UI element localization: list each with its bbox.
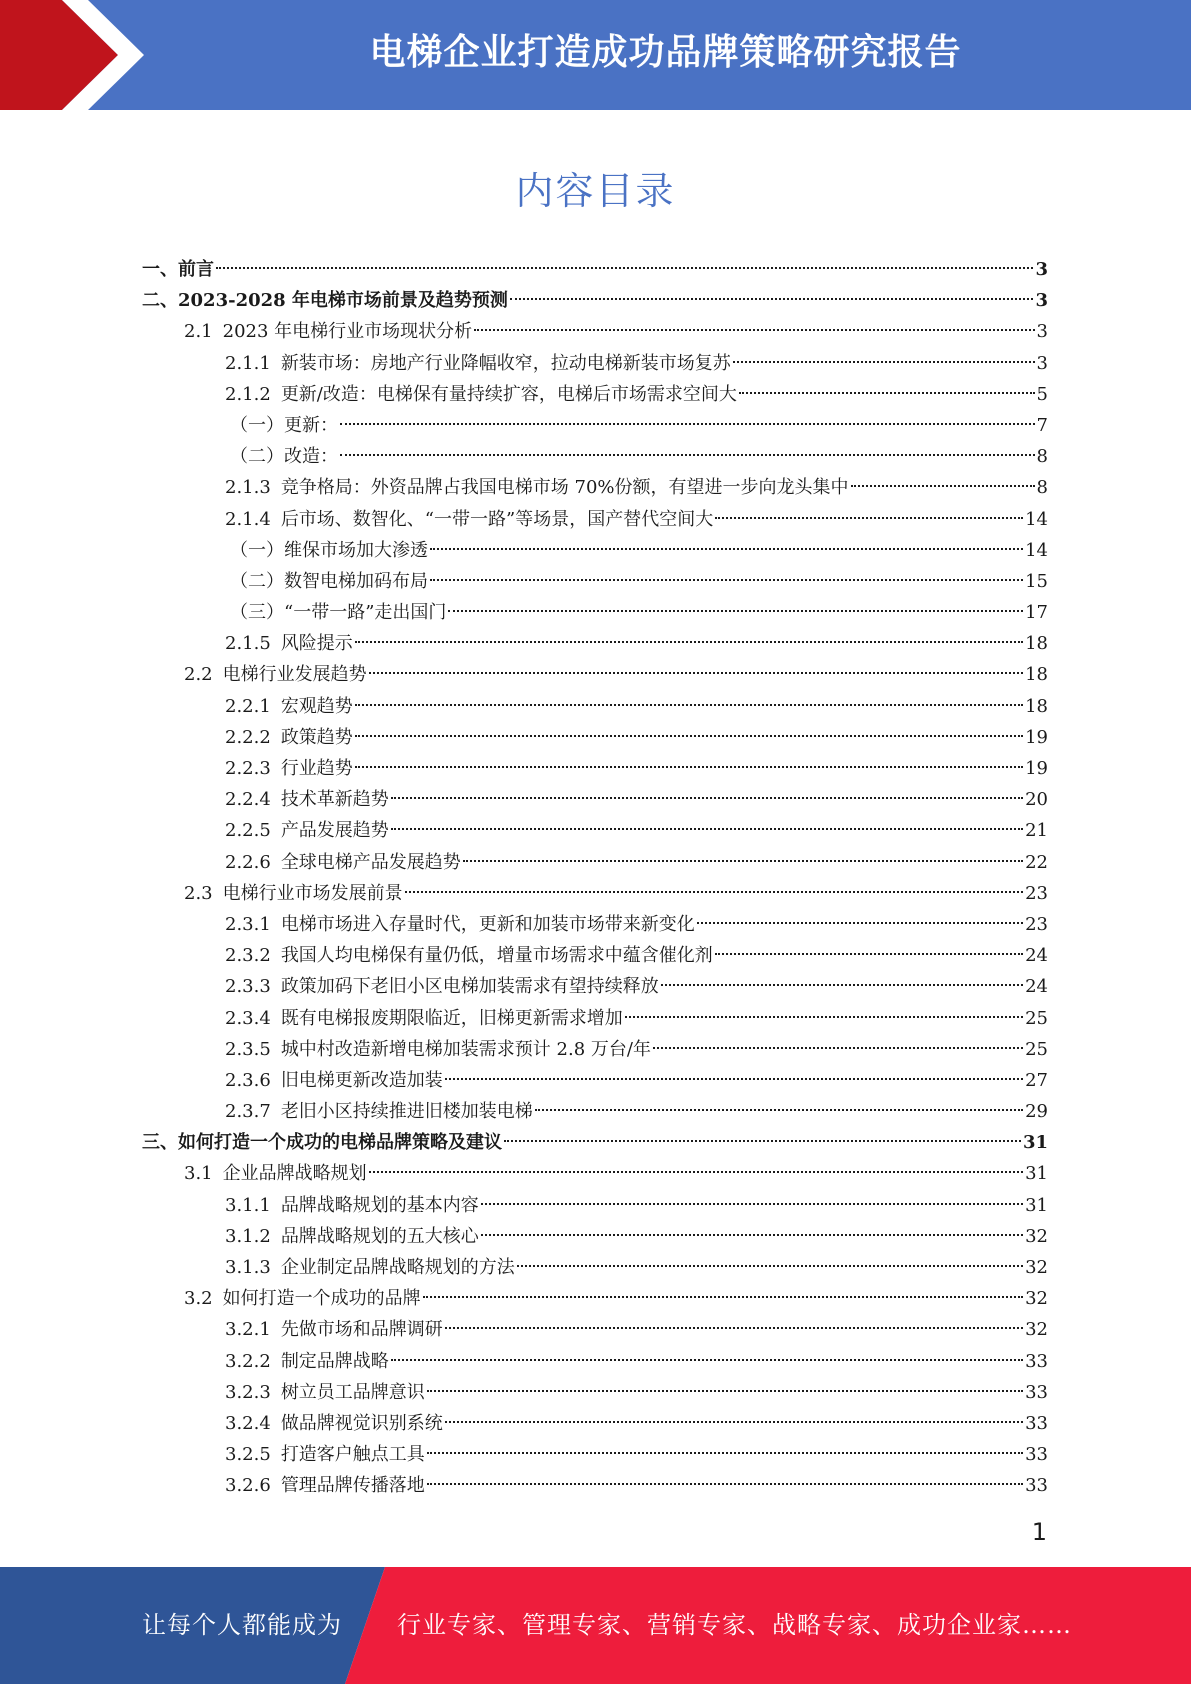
toc-entry-title [225, 1034, 651, 1065]
toc-dot-leader [653, 1047, 1023, 1049]
toc-entry-page: 19 [1025, 726, 1048, 748]
toc-entry-label: 制定品牌战略 [280, 1350, 389, 1372]
toc-entry-number: （三） [230, 602, 284, 624]
toc-entry-page: 33 [1025, 1381, 1048, 1403]
toc-entry-title [225, 1408, 443, 1439]
toc-entry-number: （一） [230, 539, 284, 561]
toc-entry-label: 后市场、数智化、“一带一路”等场景，国产替代空间大 [280, 508, 714, 530]
toc-entry-title [225, 691, 353, 722]
toc-entry-title [230, 441, 338, 472]
toc-entry-number: 3.1.3 [225, 1257, 271, 1278]
toc-entry[interactable] [142, 348, 1048, 379]
toc-entry-label: 全球电梯产品发展趋势 [280, 851, 461, 873]
page-number: 1 [1031, 1518, 1047, 1546]
toc-entry-label: “一带一路”走出国门 [284, 602, 447, 624]
toc-entry[interactable] [142, 691, 1048, 722]
toc-entry-page: 25 [1025, 1038, 1048, 1060]
toc-dot-leader [369, 1171, 1023, 1173]
toc-entry-title [225, 1439, 425, 1470]
toc-entry-title [225, 628, 353, 659]
header-banner [0, 0, 1191, 110]
toc-dot-leader [535, 1109, 1023, 1111]
toc-entry-page: 32 [1025, 1288, 1048, 1310]
toc-entry-label: 前言 [178, 259, 214, 280]
toc-entry-title [225, 1096, 533, 1127]
toc-entry-title [225, 348, 731, 379]
toc-entry-title [184, 878, 403, 909]
toc-entry[interactable] [142, 659, 1048, 690]
toc-entry-label: 树立员工品牌意识 [280, 1381, 425, 1403]
toc-entry-label: 品牌战略规划的五大核心 [280, 1225, 479, 1247]
toc-entry-number: 2.2 [184, 664, 213, 686]
toc-entry[interactable] [142, 597, 1048, 628]
toc-entry-title [225, 1190, 479, 1221]
toc-entry-number: 2.2.6 [225, 851, 271, 873]
toc-entry-page: 5 [1036, 383, 1048, 405]
toc-entry[interactable] [142, 285, 1048, 316]
toc-dot-leader [661, 984, 1023, 986]
toc-entry-page: 21 [1025, 820, 1048, 842]
toc-entry-title [184, 316, 472, 347]
toc-entry-page: 14 [1025, 508, 1048, 530]
toc-entry-title [184, 1283, 421, 1314]
toc-entry-number: 2.3.2 [225, 945, 271, 967]
toc-entry-label: 2023-2028 年电梯市场前景及趋势预测 [178, 290, 508, 312]
toc-entry-title [225, 472, 849, 503]
toc-entry-number: 3.2.3 [225, 1381, 271, 1403]
toc-entry-page: 18 [1025, 695, 1048, 717]
toc-dot-leader [510, 298, 1034, 300]
toc-entry-title [225, 784, 389, 815]
toc-entry-page: 33 [1025, 1350, 1048, 1372]
toc-entry-label: 如何打造一个成功的品牌 [222, 1288, 421, 1310]
toc-entry-page: 8 [1036, 446, 1048, 468]
footer-slogan-left: 让每个人都能成为 [142, 1611, 342, 1639]
toc-entry-page: 20 [1025, 789, 1048, 811]
toc-entry-title [225, 815, 389, 846]
toc-entry-page: 24 [1025, 976, 1048, 998]
toc-entry-title [225, 1221, 479, 1252]
toc-dot-leader [463, 860, 1023, 862]
toc-entry-page: 31 [1025, 1194, 1048, 1216]
toc-entry-number: 3.2.4 [225, 1412, 271, 1434]
toc-entry-title [225, 504, 713, 535]
toc-entry[interactable] [142, 535, 1048, 566]
table-of-contents [142, 254, 1048, 1502]
toc-entry-number: （二） [230, 446, 284, 468]
toc-entry[interactable] [142, 971, 1048, 1002]
toc-entry-title [225, 847, 461, 878]
toc-entry[interactable] [142, 410, 1048, 441]
toc-entry[interactable] [142, 815, 1048, 846]
toc-entry-title [142, 254, 214, 285]
toc-dot-leader [517, 1265, 1023, 1267]
toc-dot-leader [697, 922, 1023, 924]
toc-entry-title [225, 1314, 443, 1345]
toc-entry-number: 2.3.7 [225, 1101, 271, 1123]
toc-dot-leader [405, 891, 1023, 893]
toc-entry-label: 风险提示 [280, 633, 353, 655]
toc-dot-leader [739, 392, 1035, 394]
toc-entry-label: 我国人均电梯保有量仍低，增量市场需求中蕴含催化剂 [280, 945, 713, 967]
toc-dot-leader [340, 423, 1035, 425]
toc-entry-page: 3 [1035, 290, 1048, 312]
toc-entry-page: 19 [1025, 758, 1048, 779]
toc-entry-label: 如何打造一个成功的电梯品牌策略及建议 [178, 1132, 502, 1154]
toc-entry[interactable] [142, 1003, 1048, 1034]
toc-entry-label: 宏观趋势 [280, 695, 353, 717]
toc-entry[interactable] [142, 940, 1048, 971]
toc-entry-page: 3 [1036, 352, 1048, 374]
toc-entry[interactable] [142, 1252, 1048, 1283]
toc-entry-page: 33 [1025, 1412, 1048, 1434]
toc-entry-label: 更新/改造：电梯保有量持续扩容，电梯后市场需求空间大 [280, 383, 737, 405]
toc-entry[interactable] [142, 628, 1048, 659]
toc-entry-label: 旧电梯更新改造加装 [280, 1069, 443, 1091]
toc-entry[interactable] [142, 1096, 1048, 1127]
document-title: 电梯企业打造成功品牌策略研究报告 [369, 32, 962, 73]
toc-entry-page: 31 [1022, 1132, 1048, 1154]
toc-entry-label: 政策加码下老旧小区电梯加装需求有望持续释放 [280, 976, 659, 998]
toc-entry-page: 3 [1036, 321, 1048, 343]
toc-entry-number: 3.1.2 [225, 1225, 271, 1247]
toc-dot-leader [733, 361, 1035, 363]
toc-entry-page: 23 [1025, 882, 1048, 904]
toc-entry-title [225, 753, 353, 784]
toc-entry[interactable] [142, 441, 1048, 472]
toc-entry-number: 2.2.1 [225, 695, 271, 717]
toc-entry-title [225, 940, 713, 971]
toc-dot-leader [355, 735, 1023, 737]
toc-entry-number: 2.1.3 [225, 477, 271, 499]
toc-entry[interactable] [142, 1439, 1048, 1470]
toc-dot-leader [430, 548, 1023, 550]
toc-entry-number: 3.1 [184, 1163, 213, 1185]
toc-entry-number: （一） [230, 414, 284, 436]
toc-entry-page: 3 [1035, 259, 1048, 280]
toc-dot-leader [445, 1421, 1023, 1423]
toc-entry-number: 2.2.2 [225, 726, 271, 748]
toc-entry[interactable] [142, 753, 1048, 784]
toc-entry-number: 2.2.5 [225, 820, 271, 842]
toc-entry-number: 二、 [142, 290, 178, 312]
toc-entry-number: 三、 [142, 1132, 178, 1154]
toc-dot-leader [427, 1452, 1023, 1454]
toc-entry-label: 打造客户触点工具 [280, 1444, 425, 1466]
toc-dot-leader [430, 579, 1023, 581]
toc-entry[interactable] [142, 1190, 1048, 1221]
toc-dot-leader [625, 1016, 1023, 1018]
toc-dot-leader [216, 267, 1033, 269]
toc-entry-title [225, 1065, 443, 1096]
toc-dot-leader [427, 1390, 1023, 1392]
toc-entry-page: 18 [1025, 633, 1048, 655]
toc-entry-number: 2.1.4 [225, 508, 271, 530]
toc-entry[interactable] [142, 1314, 1048, 1345]
toc-dot-leader [481, 1234, 1023, 1236]
toc-entry[interactable] [142, 472, 1048, 503]
toc-dot-leader [355, 641, 1023, 643]
toc-entry-number: 2.1.2 [225, 383, 271, 405]
toc-dot-leader [851, 485, 1035, 487]
toc-entry-label: 更新： [284, 414, 338, 436]
toc-entry-number: 2.1 [184, 321, 213, 343]
toc-dot-leader [340, 454, 1035, 456]
toc-entry-title [230, 597, 446, 628]
toc-entry-number: 2.2.3 [225, 758, 271, 779]
toc-entry-number: 3.2.5 [225, 1444, 271, 1466]
toc-entry[interactable] [142, 1283, 1048, 1314]
toc-entry-page: 32 [1025, 1257, 1048, 1278]
toc-entry-number: 3.2 [184, 1288, 213, 1310]
toc-entry[interactable] [142, 566, 1048, 597]
toc-dot-leader [391, 797, 1023, 799]
toc-entry-number: 2.3.6 [225, 1069, 271, 1091]
toc-entry-title [225, 1377, 425, 1408]
toc-entry-title [225, 1346, 389, 1377]
toc-entry-page: 27 [1025, 1069, 1048, 1091]
toc-heading: 内容目录 [515, 169, 676, 213]
toc-entry-title [142, 1127, 502, 1158]
toc-entry-number: 3.2.2 [225, 1350, 271, 1372]
toc-entry-page: 18 [1025, 664, 1048, 686]
toc-entry[interactable] [142, 504, 1048, 535]
toc-entry-number: 一、 [142, 259, 178, 280]
toc-entry-page: 32 [1025, 1225, 1048, 1247]
toc-entry-title [225, 909, 695, 940]
toc-dot-leader [355, 766, 1023, 768]
toc-entry-title [225, 971, 659, 1002]
toc-entry[interactable] [142, 1127, 1048, 1158]
toc-entry[interactable] [142, 1158, 1048, 1189]
footer-slogan-right: 行业专家、管理专家、营销专家、战略专家、成功企业家…… [397, 1611, 1072, 1639]
toc-entry-number: 2.3.1 [225, 913, 271, 935]
toc-dot-leader [481, 1203, 1023, 1205]
toc-entry-title [225, 722, 353, 753]
toc-entry-page: 7 [1036, 414, 1048, 436]
toc-entry-label: 数智电梯加码布局 [284, 570, 428, 592]
toc-entry-label: 电梯行业发展趋势 [222, 664, 367, 686]
toc-entry-label: 改造： [284, 446, 338, 468]
toc-entry-page: 23 [1025, 913, 1048, 935]
header-arrow-decoration [0, 0, 160, 110]
toc-entry-title [142, 285, 508, 316]
toc-entry-number: 2.3.5 [225, 1038, 271, 1060]
toc-entry[interactable] [142, 1221, 1048, 1252]
footer-banner [0, 1567, 1191, 1684]
toc-entry-label: 企业制定品牌战略规划的方法 [280, 1257, 515, 1278]
toc-entry-number: 2.3 [184, 882, 213, 904]
toc-entry[interactable] [142, 878, 1048, 909]
toc-entry[interactable] [142, 847, 1048, 878]
toc-dot-leader [445, 1078, 1023, 1080]
toc-dot-leader [715, 953, 1023, 955]
toc-entry-page: 22 [1025, 851, 1048, 873]
toc-entry-label: 电梯市场进入存量时代，更新和加装市场带来新变化 [280, 913, 695, 935]
toc-entry-label: 品牌战略规划的基本内容 [280, 1194, 479, 1216]
toc-entry-number: 2.3.4 [225, 1007, 271, 1029]
toc-entry[interactable] [142, 784, 1048, 815]
toc-entry[interactable] [142, 1377, 1048, 1408]
toc-entry-label: 老旧小区持续推进旧楼加装电梯 [280, 1101, 533, 1123]
toc-entry-page: 32 [1025, 1319, 1048, 1341]
toc-entry-number: 2.1.1 [225, 352, 271, 374]
toc-entry-label: 2023 年电梯行业市场现状分析 [222, 321, 473, 343]
toc-entry-page: 25 [1025, 1007, 1048, 1029]
toc-entry-page: 24 [1025, 945, 1048, 967]
toc-dot-leader [355, 704, 1023, 706]
toc-entry-title [184, 659, 367, 690]
toc-entry-title [225, 1252, 515, 1283]
toc-entry-title [225, 1470, 425, 1501]
toc-entry-number: 2.3.3 [225, 976, 271, 998]
toc-dot-leader [369, 672, 1023, 674]
toc-entry[interactable] [142, 254, 1048, 285]
toc-entry-title [230, 566, 428, 597]
toc-dot-leader [448, 610, 1023, 612]
toc-entry-number: 2.1.5 [225, 633, 271, 655]
toc-entry[interactable] [142, 316, 1048, 347]
toc-entry-number: 2.2.4 [225, 789, 271, 811]
toc-entry-page: 31 [1025, 1163, 1048, 1185]
toc-entry-label: 城中村改造新增电梯加装需求预计 2.8 万台/年 [280, 1038, 651, 1060]
toc-entry-label: 先做市场和品牌调研 [280, 1319, 443, 1341]
toc-entry[interactable] [142, 1470, 1048, 1501]
toc-entry-label: 企业品牌战略规划 [222, 1163, 367, 1185]
toc-entry-number: 3.2.6 [225, 1475, 271, 1497]
toc-dot-leader [504, 1140, 1021, 1142]
toc-entry-label: 维保市场加大渗透 [284, 539, 428, 561]
toc-dot-leader [391, 1359, 1023, 1361]
toc-entry-title [230, 410, 338, 441]
toc-entry-page: 29 [1025, 1101, 1048, 1123]
toc-entry-page: 33 [1025, 1444, 1048, 1466]
toc-entry-label: 做品牌视觉识别系统 [280, 1412, 443, 1434]
toc-entry-number: 3.1.1 [225, 1194, 271, 1216]
toc-entry-number: 3.2.1 [225, 1319, 271, 1341]
toc-entry-title [184, 1158, 367, 1189]
toc-entry-number: （二） [230, 570, 284, 592]
toc-entry-title [230, 535, 428, 566]
toc-dot-leader [423, 1296, 1023, 1298]
toc-dot-leader [474, 329, 1034, 331]
toc-entry-label: 管理品牌传播落地 [280, 1475, 425, 1497]
toc-dot-leader [445, 1327, 1023, 1329]
toc-entry-page: 8 [1036, 477, 1048, 499]
toc-entry-label: 行业趋势 [280, 758, 353, 779]
toc-entry[interactable] [142, 1034, 1048, 1065]
toc-entry[interactable] [142, 379, 1048, 410]
toc-entry[interactable] [142, 909, 1048, 940]
toc-entry[interactable] [142, 1065, 1048, 1096]
toc-entry-label: 竞争格局：外资品牌占我国电梯市场 70%份额，有望进一步向龙头集中 [280, 477, 849, 499]
toc-entry[interactable] [142, 722, 1048, 753]
toc-entry-label: 技术革新趋势 [280, 789, 389, 811]
toc-dot-leader [427, 1483, 1023, 1485]
toc-dot-leader [391, 828, 1023, 830]
toc-entry-page: 14 [1025, 539, 1048, 561]
toc-entry-page: 33 [1025, 1475, 1048, 1497]
toc-entry[interactable] [142, 1346, 1048, 1377]
toc-entry-page: 17 [1025, 602, 1048, 624]
toc-entry[interactable] [142, 1408, 1048, 1439]
toc-dot-leader [715, 517, 1023, 519]
toc-entry-title [225, 379, 737, 410]
toc-entry-label: 既有电梯报废期限临近，旧梯更新需求增加 [280, 1007, 623, 1029]
toc-entry-page: 15 [1025, 570, 1048, 592]
toc-entry-label: 新装市场：房地产行业降幅收窄，拉动电梯新装市场复苏 [280, 352, 731, 374]
toc-entry-label: 电梯行业市场发展前景 [222, 882, 403, 904]
toc-entry-title [225, 1003, 623, 1034]
toc-entry-label: 政策趋势 [280, 726, 353, 748]
toc-entry-label: 产品发展趋势 [280, 820, 389, 842]
